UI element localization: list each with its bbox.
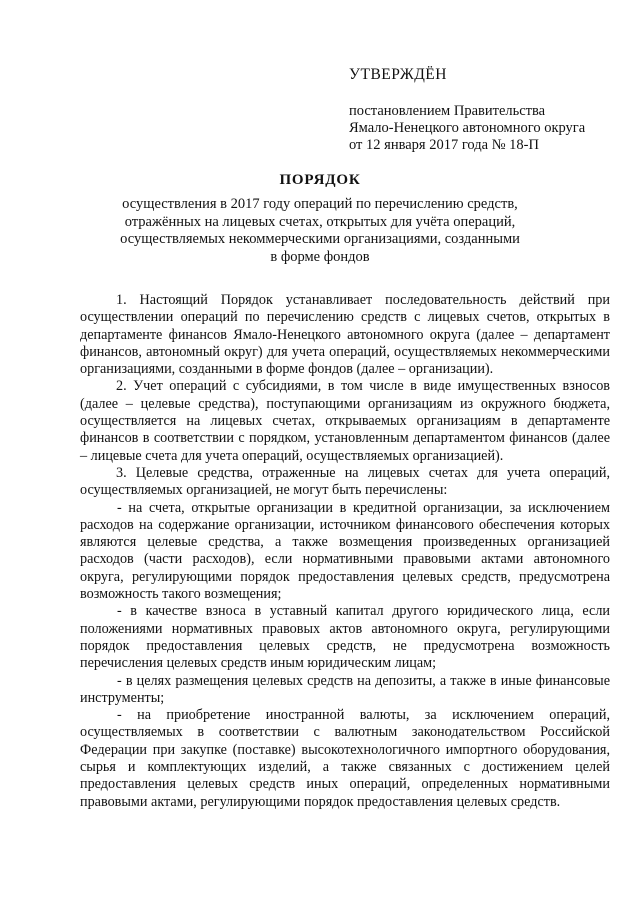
document-subtitle-line: осуществления в 2017 году операций по перечислению средств, [122,196,518,212]
document-heading [80,171,560,266]
document-subtitle-line: осуществляемых некоммерческими организациями, созданными [120,231,520,247]
list-item: - в целях размещения целевых средств на депозиты, а также в иные финансовые инструменты; [80,672,610,706]
approval-line: от 12 января 2017 года № 18-П [349,137,539,153]
list-item: - в качестве взноса в уставный капитал другого юридического лица, если положениями нормативных правовых актов автономного округа, регулирующими порядок предоставления целевых средств, не предусмотрена возможность перечисления целевых средств иным юридическим лицам; [80,603,610,672]
paragraph-1: 1. Настоящий Порядок устанавливает последовательность действий при осуществлении операций по перечислению средств с лицевых счетов, открытых в департаменте финансов Ямало-Ненецкого автономного округа (далее – департамент финансов, автономный округ) для учета операций, осуществляемых некоммерческими организациями, созданными в форме фондов (далее – организации). [80,292,610,378]
approval-stamp-block [349,66,619,154]
document-subtitle-line: в форме фондов [270,248,370,265]
list-item: - на счета, открытые организации в кредитной организации, за исключением расходов на содержание организации, источником финансового обеспечения которых являются целевые средства, а также возмещения произведенных организацией расходов (части расходов), если нормативными правовыми актами автономного округа, регулирующими порядок предоставления целевых средств, предусмотрена возможность такого возмещения; [80,499,610,603]
list-item: - на приобретение иностранной валюты, за исключением операций, осуществляемых в соответствии с валютным законодательством Российской Федерации при закупке (поставке) высокотехнологичного импортного оборудования, сырья и комплектующих изделий, а также связанных с достижением целей предоставления целевых средств иных операций, определенных нормативными правовыми актами, регулирующими порядок предоставления целевых средств. [80,707,610,810]
paragraph-2: 2. Учет операций с субсидиями, в том числе в виде имущественных взносов (далее – целевые средства), поступающими организациям из окружного бюджета, осуществляется на лицевых счетах, открываемых организациям в департаменте финансов в соответствии с порядком, установленным департаментом финансов (далее – лицевые счета для учета операций, осуществляемых организацией). [80,378,610,464]
paragraph-3: 3. Целевые средства, отраженные на лицевых счетах для учета операций, осуществляемых организацией, не могут быть перечислены: [80,464,610,499]
approval-title: УТВЕРЖДЁН [349,66,447,83]
approval-line: постановлением Правительства [349,103,546,119]
document-body [80,292,610,811]
document-title: ПОРЯДОК [279,172,361,188]
approval-line: Ямало-Ненецкого автономного округа [349,120,586,136]
document-subtitle-line: отражённых на лицевых счетах, открытых для учёта операций, [124,213,516,230]
